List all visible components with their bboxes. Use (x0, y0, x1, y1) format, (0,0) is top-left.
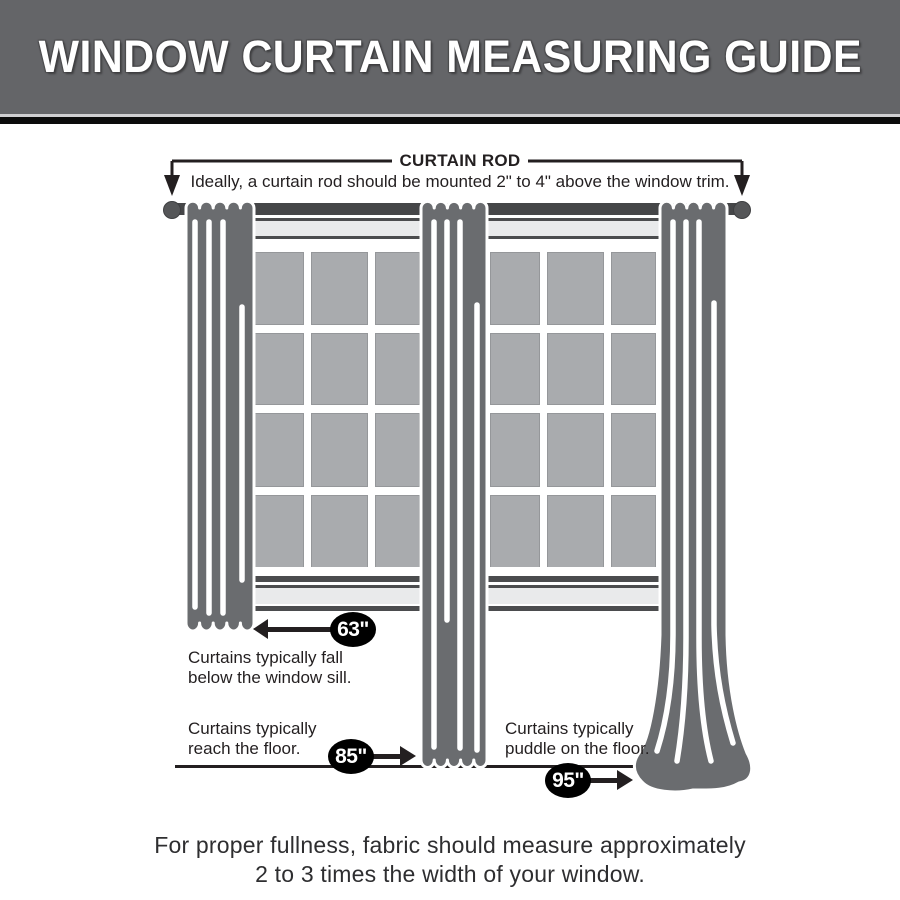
arrow-shaft (266, 627, 334, 632)
note-line: Curtains typically fall (188, 648, 343, 667)
banner-divider-black (0, 117, 900, 124)
page-title: WINDOW CURTAIN MEASURING GUIDE (38, 31, 862, 82)
note-line: Curtains typically (188, 719, 317, 738)
note-line: reach the floor. (188, 739, 301, 759)
window-pane (490, 333, 540, 405)
window-pane (375, 333, 420, 405)
window-pane (547, 252, 604, 325)
window-pane (547, 495, 604, 569)
measurement-note-63 (188, 648, 351, 688)
rod-finial-left (163, 201, 181, 219)
note-line: below the window sill. (188, 668, 352, 688)
window-pane (375, 413, 420, 487)
window-pane (375, 495, 420, 569)
window-pane (311, 413, 368, 487)
note-line: Curtains typically (505, 719, 634, 738)
window-pane (547, 333, 604, 405)
arrow-shaft (588, 778, 619, 783)
window-pane-grid (248, 252, 420, 569)
curtain-63-inch (182, 195, 260, 643)
window-pane (490, 413, 540, 487)
window-pane (311, 252, 368, 325)
window-pane (311, 495, 368, 569)
curtain-rod-label: CURTAIN ROD (399, 151, 521, 170)
window-pane (490, 495, 540, 569)
window-pane (311, 333, 368, 405)
measurement-badge-95: 95" (545, 763, 591, 798)
arrow-right-icon (400, 746, 416, 766)
fullness-note-line2: 2 to 3 times the width of your window. (255, 860, 645, 887)
curtain-95-inch (625, 195, 775, 803)
header-banner (0, 0, 900, 114)
curtain-85-inch (417, 195, 491, 777)
measurement-badge-63: 63" (330, 612, 376, 647)
fullness-note-line1: For proper fullness, fabric should measure approximately (154, 832, 746, 858)
window-header-band (240, 221, 430, 239)
measurement-note-85 (188, 719, 317, 759)
measurement-note-95 (505, 719, 650, 759)
arrow-right-icon (617, 770, 633, 790)
note-line: puddle on the floor. (505, 739, 650, 759)
measurement-badge-85: 85" (328, 739, 374, 774)
curtain-rod-description: Ideally, a curtain rod should be mounted 2" to 4" above the window trim. (190, 172, 730, 191)
window-sill (240, 567, 430, 611)
curtain-body (634, 201, 751, 792)
window-pane (375, 252, 420, 325)
arrow-shaft (370, 754, 402, 759)
window-left (240, 218, 430, 611)
fullness-note (0, 831, 900, 889)
window-pane (490, 252, 540, 325)
window-pane (547, 413, 604, 487)
